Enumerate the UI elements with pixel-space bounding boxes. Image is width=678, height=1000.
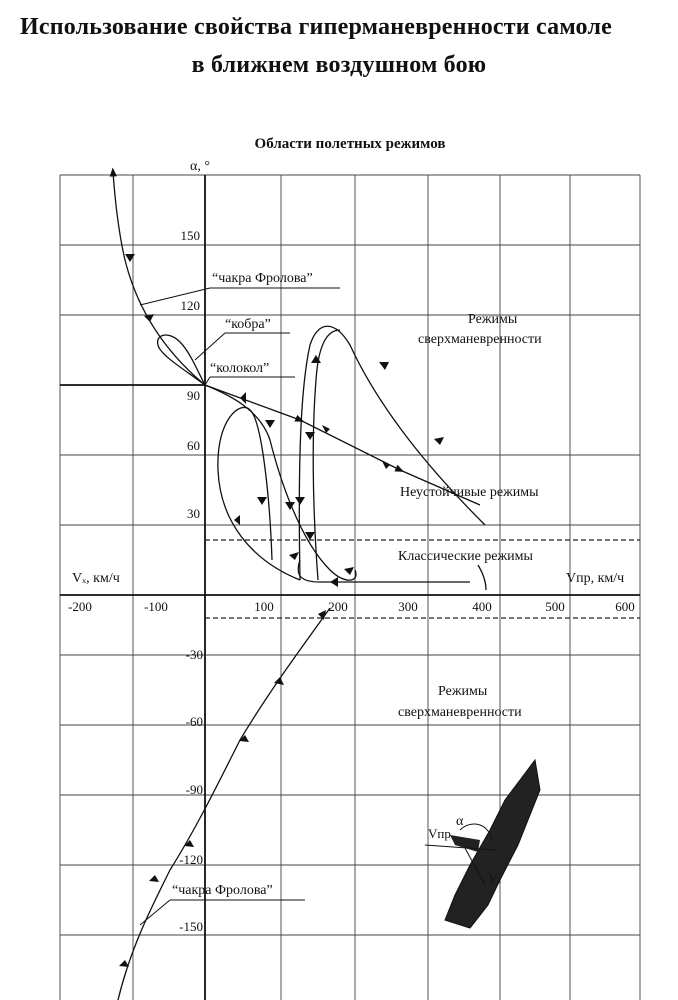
x-tick-label: 600 [615, 599, 635, 614]
classic-regimes-label: Классические режимы [398, 549, 533, 564]
trajectories [113, 172, 486, 1000]
x-tick-label: -200 [68, 599, 92, 614]
y-tick-label: 150 [180, 228, 200, 243]
chakra-lower-trajectory [118, 608, 330, 1000]
y-tick-label: 120 [180, 298, 200, 313]
inset-alpha-label: α [456, 814, 464, 829]
grid [60, 175, 640, 1000]
y-tick-label: 60 [187, 438, 200, 453]
x-tick-label: -100 [144, 599, 168, 614]
chakra-lower-label: “чакра Фролова” [172, 883, 273, 898]
y-tick-label: -90 [185, 782, 203, 797]
supermaneuver-upper-label-2: сверхманевренности [418, 332, 542, 347]
unstable-regimes-label: Неустойчивые режимы [400, 485, 539, 500]
x-axis-right-label: Vпр, км/ч [566, 571, 625, 586]
y-tick-label: -150 [179, 919, 203, 934]
y-tick-label: -30 [185, 647, 203, 662]
x-tick-label: 100 [254, 599, 274, 614]
diagram-subtitle: Области полетных режимов [254, 136, 446, 152]
x-tick-label: 200 [328, 599, 348, 614]
aircraft-wing [450, 835, 480, 852]
aircraft-inset [425, 760, 540, 928]
cobra-leader [195, 333, 225, 360]
y-tick-label: 90 [187, 388, 200, 403]
inset-v-x-label: Vₓ [488, 870, 502, 885]
kolokol-loop [205, 385, 356, 580]
y-tick-label: -60 [185, 714, 203, 729]
classic-trajectory-tick [478, 565, 486, 590]
cobra-label: “кобра” [225, 317, 271, 332]
left-loop [218, 408, 300, 581]
y-tick-label: -120 [179, 852, 203, 867]
y-tick-labels [179, 228, 203, 934]
annotation-leaders [140, 288, 340, 925]
chakra-lower-leader [140, 900, 170, 925]
y-axis-label: α, ° [190, 159, 210, 174]
chakra-upper-label: “чакра Фролова” [212, 271, 313, 286]
x-tick-label: 400 [472, 599, 492, 614]
x-tick-label: 300 [398, 599, 418, 614]
axes [60, 175, 640, 1000]
supermaneuver-lower-label-2: сверхманевренности [398, 705, 522, 720]
x-tick-label: 500 [545, 599, 565, 614]
y-tick-label: 30 [187, 506, 200, 521]
supermaneuver-upper-loop [299, 326, 485, 580]
x-axis-left-label: Vₓ, км/ч [72, 571, 120, 586]
page-title-line-2: в ближнем воздушном бою [191, 52, 487, 78]
page-title-line-1: Использование свойства гиперманевренности самоле [20, 14, 612, 40]
x-tick-labels [68, 599, 635, 614]
supermaneuver-lower-label-1: Режимы [438, 684, 488, 699]
supermaneuver-upper-label-1: Режимы [468, 312, 518, 327]
chakra-upper-trajectory [113, 172, 205, 385]
kolokol-label: “колокол” [210, 361, 270, 376]
inset-v-pr-label: Vпр [428, 826, 451, 841]
